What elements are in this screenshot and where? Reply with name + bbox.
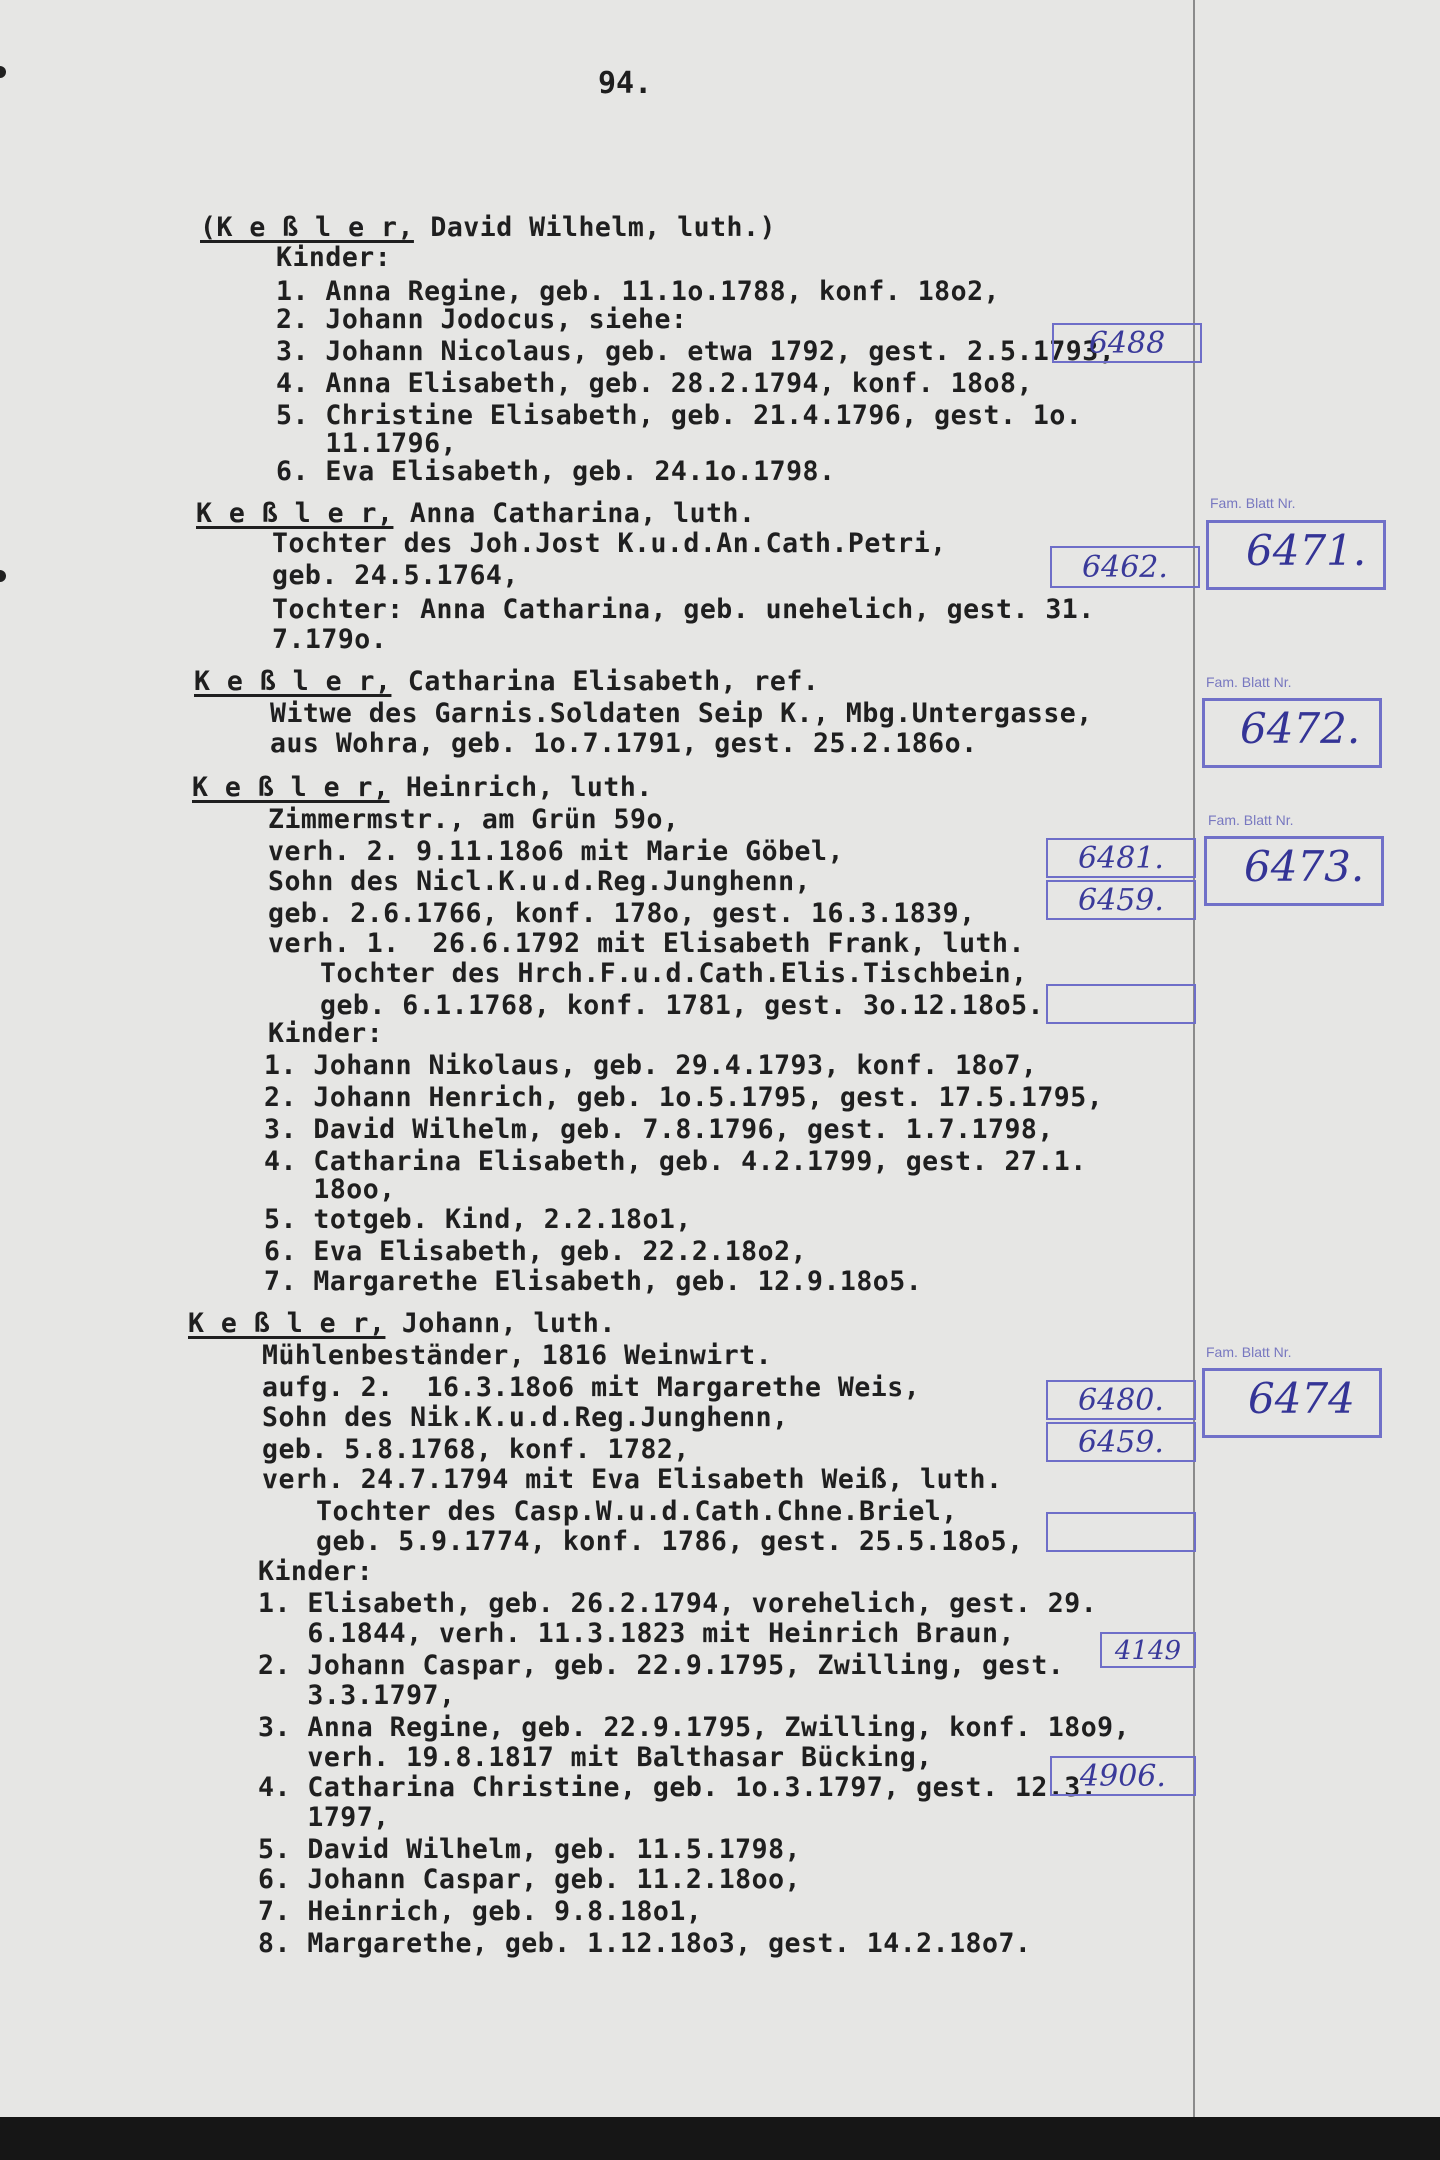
entry-line: geb. 24.5.1764,	[272, 560, 519, 591]
entry-surname: K e ß l e r,	[196, 498, 394, 529]
entry-line: 2. Johann Caspar, geb. 22.9.1795, Zwilling, gest.	[258, 1650, 1065, 1681]
entry-line: 6. Eva Elisabeth, geb. 22.2.18o2,	[264, 1236, 807, 1267]
entry-surname: K e ß l e r,	[192, 772, 390, 803]
entry-line: Tochter des Casp.W.u.d.Cath.Chne.Briel,	[316, 1496, 958, 1527]
entry-line: Zimmermstr., am Grün 59o,	[268, 804, 680, 835]
entry-line: 4. Catharina Christine, geb. 1o.3.1797, gest. 12.3.	[258, 1772, 1098, 1803]
entry-line: geb. 5.9.1774, konf. 1786, gest. 25.5.18o5,	[316, 1526, 1024, 1557]
entry-line: 5. David Wilhelm, geb. 11.5.1798,	[258, 1834, 801, 1865]
entry-line: geb. 5.8.1768, konf. 1782,	[262, 1434, 690, 1465]
handwritten-ref: 6459.	[1046, 1422, 1196, 1462]
entry-line: 8. Margarethe, geb. 1.12.18o3, gest. 14.2.18o7.	[258, 1928, 1032, 1959]
entry-line: 7. Heinrich, geb. 9.8.18o1,	[258, 1896, 703, 1927]
margin-rule	[1193, 0, 1195, 2117]
entry-heading	[188, 1308, 616, 1339]
entry-line: aus Wohra, geb. 1o.7.1791, gest. 25.2.186o.	[270, 728, 978, 759]
entry-line: Kinder:	[276, 242, 392, 273]
entry-line: aufg. 2. 16.3.18o6 mit Margarethe Weis,	[262, 1372, 921, 1403]
handwritten-ref: 6480.	[1046, 1380, 1196, 1420]
entry-line: 7. Margarethe Elisabeth, geb. 12.9.18o5.	[264, 1266, 923, 1297]
entry-line: Kinder:	[258, 1556, 374, 1587]
entry-heading	[200, 212, 776, 243]
fam-blatt-label: Fam. Blatt Nr.	[1206, 1344, 1292, 1360]
fam-blatt-number: 6471.	[1246, 526, 1367, 575]
entry-line: 4. Catharina Elisabeth, geb. 4.2.1799, gest. 27.1.	[264, 1146, 1087, 1177]
entry-surname: K e ß l e r,	[194, 666, 392, 697]
entry-line: Witwe des Garnis.Soldaten Seip K., Mbg.Untergasse,	[270, 698, 1093, 729]
entry-heading	[196, 498, 755, 529]
entry-line: geb. 2.6.1766, konf. 178o, gest. 16.3.1839,	[268, 898, 976, 929]
handwritten-ref: 6459.	[1046, 880, 1196, 920]
entry-line: 2. Johann Henrich, geb. 1o.5.1795, gest. 17.5.1795,	[264, 1082, 1104, 1113]
entry-line: 3. Johann Nicolaus, geb. etwa 1792, gest. 2.5.1793,	[276, 336, 1116, 367]
entry-line: 4. Anna Elisabeth, geb. 28.2.1794, konf. 18o8,	[276, 368, 1033, 399]
entry-line: 7.179o.	[272, 624, 388, 655]
entry-line: 6. Eva Elisabeth, geb. 24.1o.1798.	[276, 456, 836, 487]
handwritten-ref: 4149	[1100, 1632, 1196, 1668]
entry-line: Sohn des Nicl.K.u.d.Reg.Junghenn,	[268, 866, 811, 897]
entry-given-name: Heinrich, luth.	[389, 772, 653, 803]
entry-line: 3. David Wilhelm, geb. 7.8.1796, gest. 1.7.1798,	[264, 1114, 1054, 1145]
page-number: 94.	[598, 66, 653, 101]
fam-blatt-label: Fam. Blatt Nr.	[1206, 674, 1292, 690]
fam-blatt-number: 6474	[1248, 1374, 1355, 1423]
entry-given-name: Anna Catharina, luth.	[393, 498, 756, 529]
entry-surname: (K e ß l e r,	[200, 212, 414, 243]
entry-line: Tochter des Hrch.F.u.d.Cath.Elis.Tischbein,	[320, 958, 1028, 989]
entry-heading	[194, 666, 819, 697]
entry-line: 6. Johann Caspar, geb. 11.2.18oo,	[258, 1864, 801, 1895]
entry-line: 5. Christine Elisabeth, geb. 21.4.1796, gest. 1o.	[276, 400, 1083, 431]
entry-line: Mühlenbeständer, 1816 Weinwirt.	[262, 1340, 773, 1371]
entry-line: verh. 2. 9.11.18o6 mit Marie Göbel,	[268, 836, 844, 867]
fam-blatt-number: 6472.	[1240, 704, 1361, 753]
entry-line: verh. 19.8.1817 mit Balthasar Bücking,	[258, 1742, 933, 1773]
fam-blatt-number: 6473.	[1244, 842, 1365, 891]
entry-line: 1. Elisabeth, geb. 26.2.1794, vorehelich, gest. 29.	[258, 1588, 1098, 1619]
entry-line: 1. Johann Nikolaus, geb. 29.4.1793, konf. 18o7,	[264, 1050, 1038, 1081]
entry-line: 1797,	[258, 1802, 390, 1833]
entry-line: 5. totgeb. Kind, 2.2.18o1,	[264, 1204, 692, 1235]
entry-given-name: Catharina Elisabeth, ref.	[391, 666, 820, 697]
handwritten-ref	[1046, 984, 1196, 1024]
entry-heading	[192, 772, 653, 803]
handwritten-ref	[1046, 1512, 1196, 1552]
fam-blatt-label: Fam. Blatt Nr.	[1210, 495, 1296, 511]
entry-line: Tochter des Joh.Jost K.u.d.An.Cath.Petri,	[272, 528, 947, 559]
entry-line: Tochter: Anna Catharina, geb. unehelich, gest. 31.	[272, 594, 1095, 625]
entry-line: geb. 6.1.1768, konf. 1781, gest. 3o.12.18o5.	[320, 990, 1044, 1021]
fam-blatt-label: Fam. Blatt Nr.	[1208, 812, 1294, 828]
handwritten-ref: 6462.	[1050, 546, 1200, 588]
entry-line: verh. 24.7.1794 mit Eva Elisabeth Weiß, luth.	[262, 1464, 1003, 1495]
entry-line: 18oo,	[264, 1174, 396, 1205]
entry-line: verh. 1. 26.6.1792 mit Elisabeth Frank, luth.	[268, 928, 1025, 959]
entry-surname: K e ß l e r,	[188, 1308, 386, 1339]
entry-line: Kinder:	[268, 1018, 384, 1049]
entry-given-name: Johann, luth.	[385, 1308, 616, 1339]
entry-line: 1. Anna Regine, geb. 11.1o.1788, konf. 18o2,	[276, 276, 1000, 307]
entry-line: 2. Johann Jodocus, siehe:	[276, 304, 688, 335]
entry-line: 3. Anna Regine, geb. 22.9.1795, Zwilling, konf. 18o9,	[258, 1712, 1131, 1743]
handwritten-ref: 4906.	[1050, 1756, 1196, 1796]
scan-border	[0, 2117, 1440, 2160]
entry-line: 3.3.1797,	[258, 1680, 456, 1711]
entry-line: 6.1844, verh. 11.3.1823 mit Heinrich Braun,	[258, 1618, 1015, 1649]
handwritten-ref: 6488	[1052, 323, 1202, 363]
punch-hole-mark	[0, 66, 6, 78]
entry-given-name: David Wilhelm, luth.)	[413, 212, 776, 243]
handwritten-ref: 6481.	[1046, 838, 1196, 878]
punch-hole-mark	[0, 570, 6, 582]
entry-line: 11.1796,	[276, 428, 457, 459]
entry-line: Sohn des Nik.K.u.d.Reg.Junghenn,	[262, 1402, 789, 1433]
